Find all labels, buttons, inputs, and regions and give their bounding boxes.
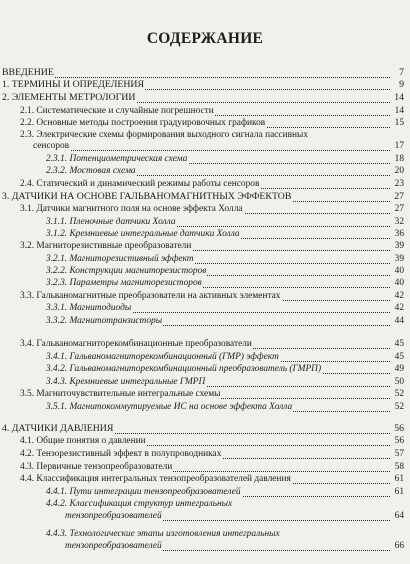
toc-entry-text: 3.5. Магниточувствительные интегральные схемы xyxy=(20,389,221,399)
toc-entry xyxy=(0,79,404,91)
toc-entry-text: 2.1. Систематические и случайные погрешности xyxy=(20,106,214,116)
toc-entry-text: 3.3. Гальваномагнитные преобразователи на активных элементах xyxy=(20,291,281,301)
toc-entry xyxy=(0,486,404,498)
toc-entry-text: 4.4.2. Классификация структур интегральных xyxy=(46,499,233,509)
toc-entry xyxy=(0,351,404,363)
toc-entry xyxy=(0,153,404,165)
toc-entry-page: 40 xyxy=(394,266,404,276)
toc-entry xyxy=(0,165,404,177)
toc-entry-page: 49 xyxy=(394,364,404,374)
toc-entry-page: 15 xyxy=(394,118,404,128)
toc-entry-page: 56 xyxy=(394,423,404,434)
toc-entry xyxy=(0,401,404,413)
page-title: СОДЕРЖАНИЕ xyxy=(146,30,264,47)
toc-entry xyxy=(0,388,404,400)
toc-entry-text: 3.4.2. Гальваномагниторекомбинационный преобразователь (ГМРП) xyxy=(46,364,322,374)
toc-entry-text: 3. ДАТЧИКИ НА ОСНОВЕ ГАЛЬВАНОМАГНИТНЫХ ЭФФЕКТОВ xyxy=(2,191,292,202)
toc-entry-page: 36 xyxy=(394,229,404,239)
toc-entry xyxy=(0,228,404,240)
toc-entry-page: 14 xyxy=(394,92,404,103)
toc-entry-page: 18 xyxy=(394,154,404,164)
toc-entry-page: 7 xyxy=(399,67,404,78)
toc-entry xyxy=(0,265,404,277)
toc-entry-text: 3.4. Гальваномагниторекомбинационные преобразователи xyxy=(20,339,252,349)
toc-entry xyxy=(0,302,404,314)
toc-entry xyxy=(0,510,404,522)
toc-entry-text: 4.1. Общие понятия о давлении xyxy=(20,436,146,446)
toc-entry xyxy=(0,277,404,289)
toc-entry-page: 50 xyxy=(394,377,404,387)
toc-entry-text: 3.1.1. Пленочные датчики Холла xyxy=(46,217,176,227)
toc-entry-page: 64 xyxy=(394,511,404,521)
toc-entry-text: 2.3.1. Потенциометрическая схема xyxy=(46,154,188,164)
toc-entry-page: 66 xyxy=(394,541,404,551)
toc-entry-text: 4.2. Тензорезистивный эффект в полупроводниках xyxy=(20,449,222,459)
toc-entry-page: 40 xyxy=(394,278,404,288)
toc-entry xyxy=(0,461,404,473)
toc-entry xyxy=(0,540,404,552)
toc-entry-page: 57 xyxy=(394,449,404,459)
toc-entry xyxy=(0,105,404,117)
toc-entry-text: 3.2.3. Параметры магниторезисторов xyxy=(46,278,202,288)
toc-entry-page: 32 xyxy=(394,217,404,227)
toc-entry xyxy=(0,117,404,129)
toc-entry-page: 39 xyxy=(394,254,404,264)
toc-entry-page: 20 xyxy=(394,166,404,176)
toc-entry xyxy=(0,140,404,152)
toc-entry-text: 3.1.2. Кремниевые интегральные датчики Холла xyxy=(46,229,240,239)
toc-entry-text: 3.3.2. Магнитотранзисторы xyxy=(46,316,163,326)
toc-entry-page: 58 xyxy=(394,462,404,472)
toc-entry-first-line xyxy=(0,528,404,540)
toc-entry-text-continued: тензопреобразователей xyxy=(65,541,162,551)
toc-entry-text-continued: тензопреобразователей xyxy=(65,511,162,521)
toc-entry-page: 9 xyxy=(399,79,404,90)
toc-entry-page: 52 xyxy=(394,389,404,399)
toc-entry-text: 4.4.3. Технологические этапы изготовления интегральных xyxy=(46,529,280,539)
toc-entry-page: 27 xyxy=(394,191,404,202)
toc-entry-text: 3.2.2. Конструкции магниторезисторов xyxy=(46,266,207,276)
toc-entry-text: 4. ДАТЧИКИ ДАВЛЕНИЯ xyxy=(2,423,114,434)
toc-entry-text: 4.3. Первичные тензопреобразователи xyxy=(20,462,173,472)
toc-entry xyxy=(0,435,404,447)
toc-entry-text: 2. ЭЛЕМЕНТЫ МЕТРОЛОГИИ xyxy=(2,92,136,103)
toc-entry-page: 17 xyxy=(394,141,404,151)
toc-entry-text: 3.2.1. Магниторезистивный эффект xyxy=(46,254,194,264)
toc-entry-page: 52 xyxy=(394,402,404,412)
toc-entry xyxy=(0,423,404,435)
toc-entry xyxy=(0,191,404,203)
toc-entry-text: 4.4.1. Пути интеграции тензопреобразователей xyxy=(46,487,241,497)
toc-entry-page: 45 xyxy=(394,352,404,362)
toc-entry-text: 3.3.1. Магнитодиоды xyxy=(46,303,132,313)
toc-entry xyxy=(0,290,404,302)
toc-entry xyxy=(0,315,404,327)
toc-entry-page: 44 xyxy=(394,316,404,326)
toc-entry xyxy=(0,67,404,79)
toc-entry-text: 3.5.1. Магнитокоммутируемые ИС на основе эффекта Холла xyxy=(46,402,293,412)
toc-entry-page: 42 xyxy=(394,303,404,313)
toc-entry-text: 2.3.2. Мостовая схема xyxy=(46,166,136,176)
toc-entry-text: 3.2. Магниторезистивные преобразователи xyxy=(20,241,192,251)
toc-entry-text: 2.3. Электрические схемы формирования выходного сигнала пассивных xyxy=(20,130,309,140)
toc-entry xyxy=(0,363,404,375)
toc-entry-page: 27 xyxy=(394,204,404,214)
toc-entry-first-line xyxy=(0,498,404,510)
toc-entry xyxy=(0,253,404,265)
toc-entry-text: 2.4. Статический и динамический режимы работы сенсоров xyxy=(20,179,260,189)
toc-entry-page: 56 xyxy=(394,436,404,446)
toc-entry xyxy=(0,240,404,252)
toc-entry-page: 14 xyxy=(394,106,404,116)
toc-entry-text: 3.1. Датчики магнитного поля на основе эффекта Холла xyxy=(20,204,243,214)
toc-entry-text: 3.4.1. Гальваномагниторекомбинационный (ГМР) эффект xyxy=(46,352,279,362)
toc-entry xyxy=(0,92,404,104)
toc-entry-page: 23 xyxy=(394,179,404,189)
toc-entry-text: 4.4. Классификация интегральных тензопреобразователей давления xyxy=(20,474,291,484)
toc-entry-page: 61 xyxy=(394,487,404,497)
toc-entry-text: 3.4.3. Кремниевые интегральные ГМРП xyxy=(46,377,206,387)
toc-entry-page: 42 xyxy=(394,291,404,301)
toc-entry xyxy=(0,376,404,388)
toc-entry xyxy=(0,448,404,460)
toc-entry-text-continued: сенсоров xyxy=(33,141,70,151)
toc-entry-text: ВВЕДЕНИЕ xyxy=(2,67,54,78)
toc-entry-page: 39 xyxy=(394,241,404,251)
toc-entry xyxy=(0,203,404,215)
toc-entry xyxy=(0,338,404,350)
toc-entry-page: 61 xyxy=(394,474,404,484)
toc-entry-text: 1. ТЕРМИНЫ И ОПРЕДЕЛЕНИЯ xyxy=(2,79,145,90)
toc-entry xyxy=(0,473,404,485)
toc-entry-page: 45 xyxy=(394,339,404,349)
toc-entry xyxy=(0,178,404,190)
toc-entry xyxy=(0,216,404,228)
toc-entry-text: 2.2. Основные методы построения градуировочных графиков xyxy=(20,118,266,128)
